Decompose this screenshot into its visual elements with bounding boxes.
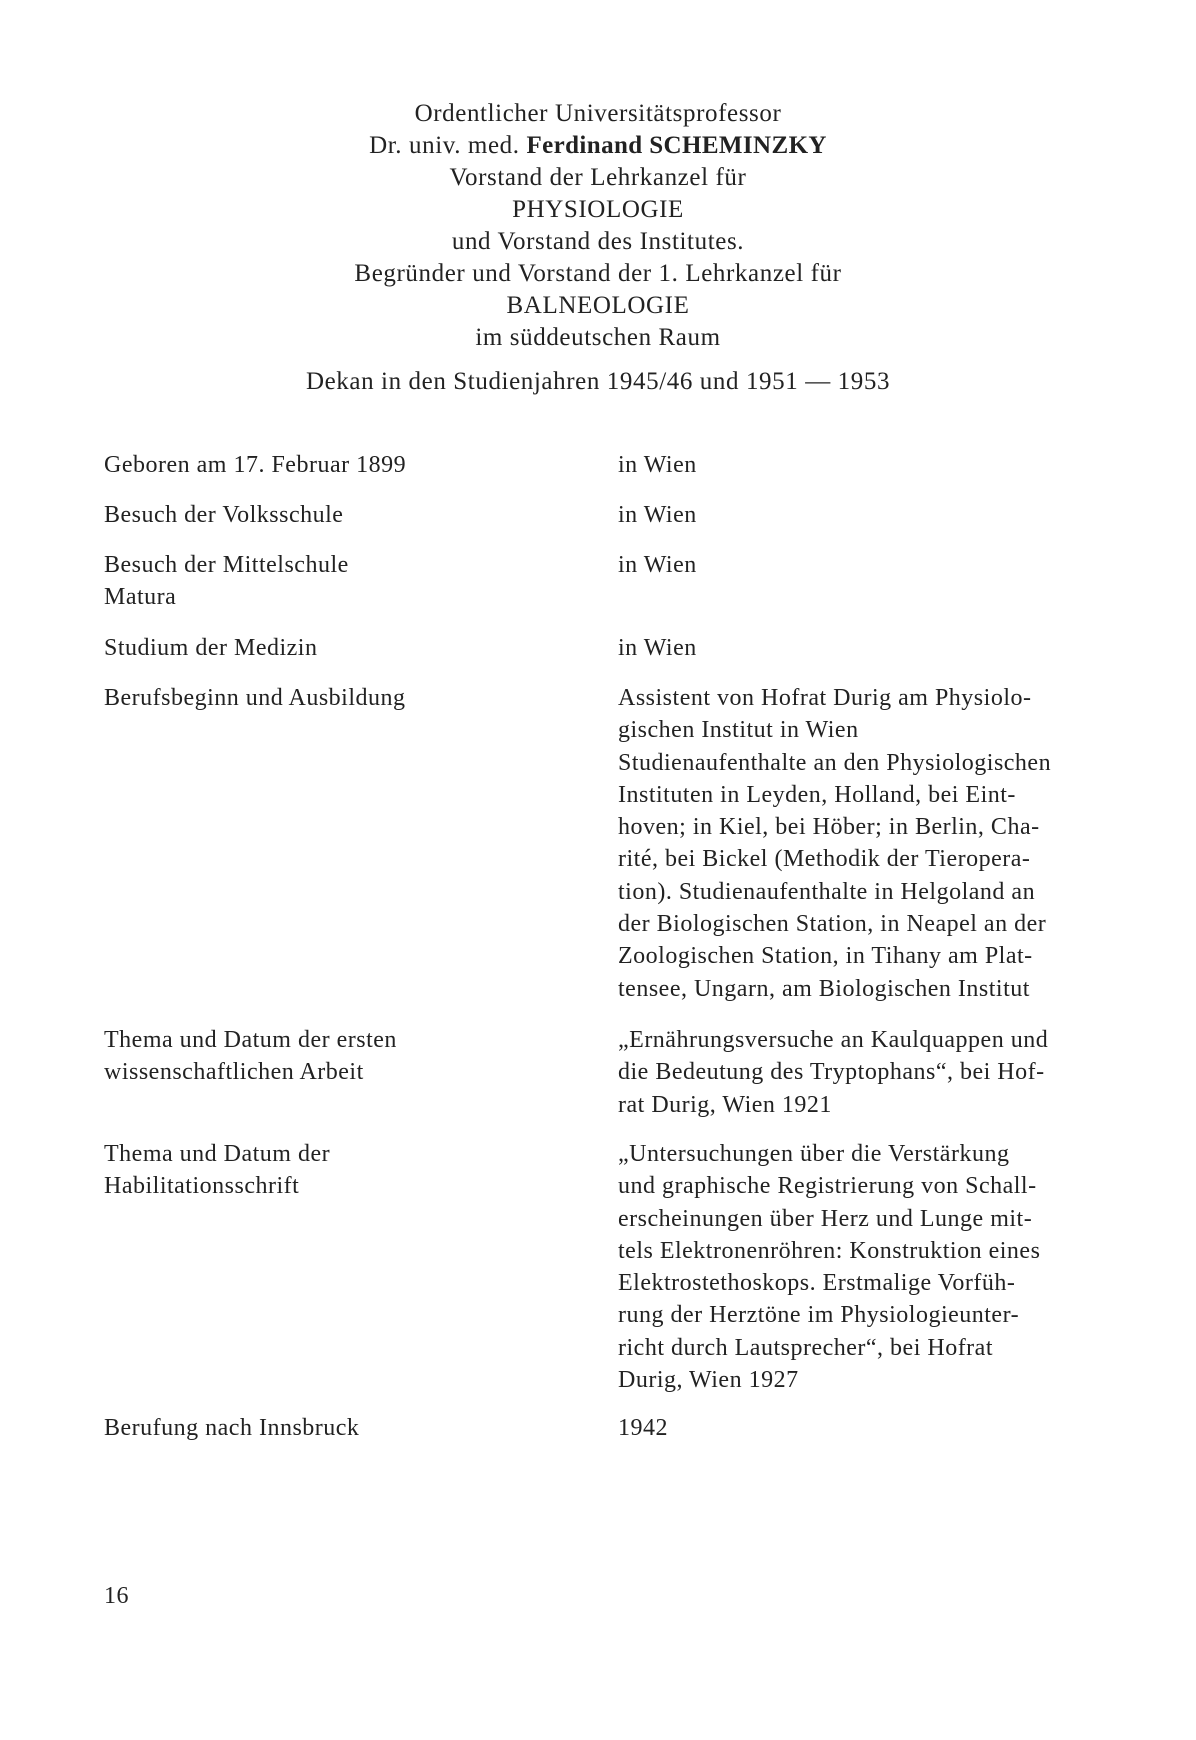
bio-label xyxy=(104,449,544,481)
bio-value-line: erscheinungen über Herz und Lunge mit- xyxy=(618,1205,1033,1232)
bio-label-line: Thema und Datum der xyxy=(104,1141,331,1167)
page-number: 16 xyxy=(104,1583,129,1609)
header-founder-line: Begründer und Vorstand der 1. Lehrkanzel für xyxy=(354,260,842,287)
bio-label-line: Matura xyxy=(104,584,177,611)
bio-label-line: wissenschaftlichen Arbeit xyxy=(104,1059,364,1086)
bio-label-line: Besuch der Mittelschule xyxy=(104,552,349,578)
bio-label xyxy=(104,499,544,531)
bio-label xyxy=(104,1138,544,1203)
bio-value-line: Instituten in Leyden, Holland, bei Eint- xyxy=(618,781,1016,808)
bio-value-line: rung der Herztöne im Physiologieunter- xyxy=(618,1302,1020,1329)
header-subject-balneology: BALNEOLOGIE xyxy=(506,292,690,319)
bio-label xyxy=(104,1024,544,1089)
bio-value-line: tels Elektronenröhren: Konstruktion eines xyxy=(618,1237,1041,1264)
bio-value-line: tion). Studienaufenthalte in Helgoland an xyxy=(618,878,1036,905)
bio-value-line: hoven; in Kiel, bei Höber; in Berlin, Cha- xyxy=(618,814,1040,841)
bio-label-line: Thema und Datum der ersten xyxy=(104,1027,397,1053)
bio-label-line: Berufung nach Innsbruck xyxy=(104,1415,360,1441)
bio-value xyxy=(618,499,1104,531)
bio-label xyxy=(104,682,544,714)
professor-name: Ferdinand SCHEMINZKY xyxy=(526,132,827,159)
header-institute-line: und Vorstand des Institutes. xyxy=(451,228,745,255)
bio-label-line: Berufsbeginn und Ausbildung xyxy=(104,685,406,711)
bio-value-line: in Wien xyxy=(618,635,697,661)
bio-value xyxy=(618,632,1104,664)
header-name-line xyxy=(0,130,1196,162)
bio-value-line: Studienaufenthalte an den Physiologischen xyxy=(618,749,1052,776)
bio-value-line: „Untersuchungen über die Verstärkung xyxy=(618,1141,1010,1167)
bio-value-line: „Ernährungsversuche an Kaulquappen und xyxy=(618,1027,1049,1053)
header-dean-line: Dekan in den Studienjahren 1945/46 und 1951 — 1953 xyxy=(305,368,891,395)
bio-value xyxy=(618,1412,1104,1444)
bio-value xyxy=(618,449,1104,481)
bio-value-line: in Wien xyxy=(618,502,697,528)
bio-label-line: Besuch der Volksschule xyxy=(104,502,344,528)
header-chair-line: Vorstand der Lehrkanzel für xyxy=(449,164,747,191)
bio-value xyxy=(618,549,1104,581)
header-subject-physiology: PHYSIOLOGIE xyxy=(512,196,684,223)
bio-value xyxy=(618,682,1104,1005)
bio-value xyxy=(618,1024,1104,1121)
bio-value-line: in Wien xyxy=(618,452,697,478)
bio-value-line: rat Durig, Wien 1921 xyxy=(618,1091,832,1118)
bio-label-line: Habilitationsschrift xyxy=(104,1173,300,1200)
page-header xyxy=(0,98,1196,398)
bio-label xyxy=(104,1412,544,1444)
bio-value-line: Durig, Wien 1927 xyxy=(618,1367,799,1394)
header-title-line: Ordentlicher Universitätsprofessor xyxy=(414,100,782,127)
bio-value-line: und graphische Registrierung von Schall- xyxy=(618,1173,1037,1200)
bio-value-line: Zoologischen Station, in Tihany am Plat- xyxy=(618,943,1033,970)
bio-value-line: Elektrostethoskops. Erstmalige Vorfüh- xyxy=(618,1270,1016,1297)
bio-label-line: Geboren am 17. Februar 1899 xyxy=(104,452,407,478)
bio-label xyxy=(104,632,544,664)
bio-label-line: Studium der Medizin xyxy=(104,635,318,661)
bio-value-line: gischen Institut in Wien xyxy=(618,717,859,744)
bio-value xyxy=(618,1138,1104,1396)
bio-value-line: die Bedeutung des Tryptophans“, bei Hof- xyxy=(618,1059,1045,1086)
bio-value-line: Assistent von Hofrat Durig am Physiolo- xyxy=(618,685,1032,711)
bio-value-line: richt durch Lautsprecher“, bei Hofrat xyxy=(618,1334,993,1361)
bio-value-line: tensee, Ungarn, am Biologischen Institut xyxy=(618,975,1030,1002)
bio-label xyxy=(104,549,544,614)
header-region-line: im süddeutschen Raum xyxy=(475,324,721,351)
academic-degree: Dr. univ. med. xyxy=(369,132,527,159)
bio-value-line: 1942 xyxy=(618,1415,668,1441)
bio-value-line: der Biologischen Station, in Neapel an der xyxy=(618,911,1047,938)
bio-value-line: rité, bei Bickel (Methodik der Tieropera- xyxy=(618,846,1031,873)
bio-value-line: in Wien xyxy=(618,552,697,578)
